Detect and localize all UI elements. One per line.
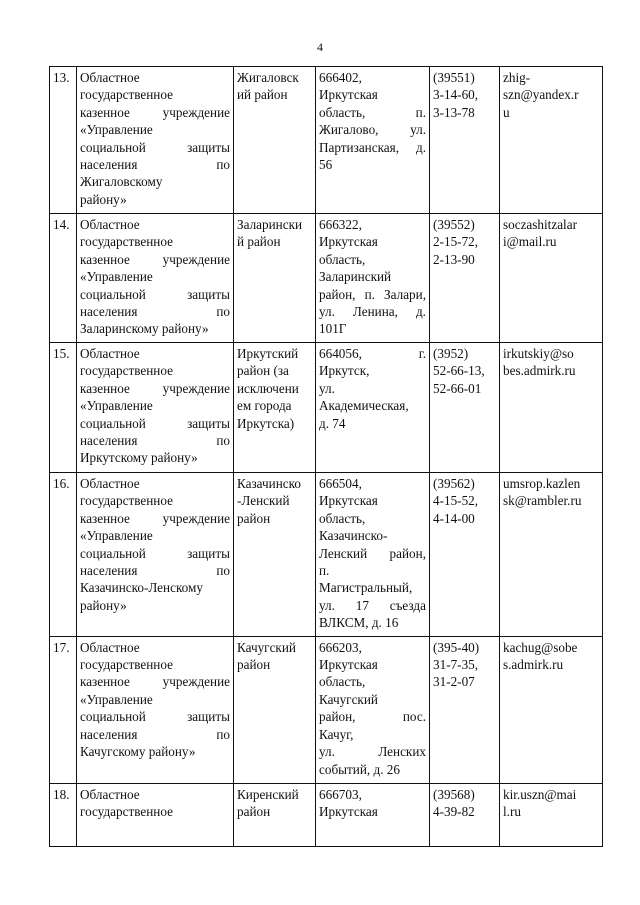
table-row xyxy=(50,214,603,343)
email-line: l.ru xyxy=(503,804,521,820)
district-line: Киренский xyxy=(237,786,299,802)
district-line: Жигаловск xyxy=(237,70,299,85)
institution-name-line: Областное xyxy=(80,217,140,232)
institution-name-cell xyxy=(77,67,234,214)
address-line: 666703, xyxy=(319,786,362,802)
address-cell xyxy=(316,636,430,783)
address-line: Иркутск, xyxy=(319,363,370,379)
phone-line: 3-13-78 xyxy=(433,104,475,120)
district-cell xyxy=(234,214,316,343)
institution-name-cell xyxy=(77,636,234,783)
table-row xyxy=(50,67,603,214)
phone-cell xyxy=(430,343,500,473)
phone-line: (39552) xyxy=(433,217,475,232)
institution-name-cell xyxy=(77,343,234,473)
institution-name-line: Областное xyxy=(80,639,140,655)
district-line: Заларински xyxy=(237,217,303,232)
email-line: u xyxy=(503,104,510,120)
phone-line: 2-15-72, xyxy=(433,234,479,250)
address-line: район, п. Залари, xyxy=(319,286,426,302)
institution-name-line: социальной защиты xyxy=(80,709,230,725)
address-line: Академическая, xyxy=(319,398,409,414)
address-line: Иркутская xyxy=(319,493,378,509)
institution-name-line: казенное учреждение xyxy=(80,251,230,267)
table-row xyxy=(50,636,603,783)
district-line: ем города xyxy=(237,398,292,414)
district-line: Качугский xyxy=(237,639,296,655)
address-line: Партизанская, д. xyxy=(319,139,426,155)
address-line: 664056, г. xyxy=(319,346,426,361)
institution-name-line: населения по xyxy=(80,157,230,173)
phone-line: 3-14-60, xyxy=(433,87,479,103)
phone-line: 52-66-01 xyxy=(433,380,482,396)
address-line: 101Г xyxy=(319,321,347,337)
district-cell xyxy=(234,783,316,846)
institution-name-cell xyxy=(77,783,234,846)
phone-cell xyxy=(430,636,500,783)
institution-name-line: населения по xyxy=(80,304,230,320)
institution-name-line: населения по xyxy=(80,563,230,579)
address-line: Жигалово, ул. xyxy=(319,122,426,138)
phone-cell xyxy=(430,214,500,343)
address-line: Магистральный, xyxy=(319,580,413,596)
institution-name-line: «Управление xyxy=(80,528,153,544)
institution-name-line: «Управление xyxy=(80,269,153,285)
institutions-table xyxy=(49,66,603,847)
institution-name-line: казенное учреждение xyxy=(80,674,230,690)
address-line: Казачинско- xyxy=(319,528,388,544)
address-line: Ленский район, xyxy=(319,545,426,561)
address-line: Иркутская xyxy=(319,234,378,250)
address-line: 666203, xyxy=(319,639,362,655)
district-line: -Ленский xyxy=(237,493,290,509)
institution-name-line: населения по xyxy=(80,433,230,449)
district-line: Иркутский xyxy=(237,346,299,361)
address-line: 666402, xyxy=(319,70,362,85)
address-cell xyxy=(316,783,430,846)
email-cell[interactable] xyxy=(500,214,603,343)
phone-line: 31-7-35, xyxy=(433,657,479,673)
district-cell xyxy=(234,636,316,783)
phone-line: 52-66-13, xyxy=(433,363,485,379)
email-line: szn@yandex.r xyxy=(503,87,579,103)
phone-line: (395-40) xyxy=(433,639,480,655)
institution-name-line: «Управление xyxy=(80,691,153,707)
phone-line: 4-15-52, xyxy=(433,493,479,509)
address-cell xyxy=(316,67,430,214)
email-line: sk@rambler.ru xyxy=(503,493,582,509)
address-line: Заларинский xyxy=(319,269,392,285)
institution-name-line: Областное xyxy=(80,70,140,85)
email-line: soczashitzalar xyxy=(503,217,577,232)
institution-name-line: Заларинскому району» xyxy=(80,321,209,337)
address-line: район, пос. xyxy=(319,709,426,725)
email-line: zhig- xyxy=(503,70,531,85)
institution-name-line: социальной защиты xyxy=(80,415,230,431)
email-line: umsrop.kazlen xyxy=(503,476,581,491)
district-line: район xyxy=(237,657,271,673)
address-line: Иркутская xyxy=(319,804,378,820)
institution-name-line: казенное учреждение xyxy=(80,510,230,526)
row-number: 17. xyxy=(50,636,77,783)
district-line: исключени xyxy=(237,380,299,396)
district-cell xyxy=(234,473,316,637)
institution-name-line: государственное xyxy=(80,234,173,250)
address-line: ВЛКСМ, д. 16 xyxy=(319,615,399,631)
email-line: s.admirk.ru xyxy=(503,657,564,673)
district-line: й район xyxy=(237,234,281,250)
address-line: ул. Ленина, д. xyxy=(319,304,426,320)
address-line: 666322, xyxy=(319,217,362,232)
row-number: 14. xyxy=(50,214,77,343)
address-line: событий, д. 26 xyxy=(319,761,400,777)
phone-line: 2-13-90 xyxy=(433,251,475,267)
institution-name-line: государственное xyxy=(80,363,173,379)
email-cell[interactable] xyxy=(500,67,603,214)
email-line: irkutskiy@so xyxy=(503,346,574,361)
row-number: 18. xyxy=(50,783,77,846)
address-line: Иркутская xyxy=(319,87,378,103)
phone-line: 4-14-00 xyxy=(433,510,475,526)
institution-name-line: Качугскому району» xyxy=(80,744,196,760)
institution-name-line: «Управление xyxy=(80,398,153,414)
institution-name-line: «Управление xyxy=(80,122,153,138)
table-row xyxy=(50,783,603,846)
district-line: Казачинско xyxy=(237,476,301,491)
institution-name-cell xyxy=(77,473,234,637)
address-line: Качугский xyxy=(319,691,378,707)
email-cell[interactable] xyxy=(500,473,603,637)
district-line: район xyxy=(237,510,271,526)
email-cell[interactable] xyxy=(500,783,603,846)
phone-line: (39551) xyxy=(433,70,475,85)
table-row xyxy=(50,473,603,637)
institution-name-line: району» xyxy=(80,191,127,207)
address-line: область, п. xyxy=(319,104,426,120)
institution-name-line: социальной защиты xyxy=(80,286,230,302)
phone-line: (3952) xyxy=(433,346,469,361)
email-cell[interactable] xyxy=(500,343,603,473)
email-line: i@mail.ru xyxy=(503,234,557,250)
phone-cell xyxy=(430,473,500,637)
phone-line: (39562) xyxy=(433,476,475,491)
institution-name-line: социальной защиты xyxy=(80,139,230,155)
row-number: 16. xyxy=(50,473,77,637)
district-line: район (за xyxy=(237,363,289,379)
phone-cell xyxy=(430,783,500,846)
address-line: д. 74 xyxy=(319,415,346,431)
institution-name-line: социальной защиты xyxy=(80,545,230,561)
row-number: 15. xyxy=(50,343,77,473)
district-line: Иркутска) xyxy=(237,415,295,431)
phone-cell xyxy=(430,67,500,214)
institution-name-line: Иркутскому району» xyxy=(80,450,198,466)
phone-line: (39568) xyxy=(433,786,475,802)
district-line: ий район xyxy=(237,87,288,103)
address-line: п. xyxy=(319,563,330,579)
email-line: bes.admirk.ru xyxy=(503,363,576,379)
page-number: 4 xyxy=(317,40,323,54)
institution-name-line: государственное xyxy=(80,87,173,103)
institution-name-line: населения по xyxy=(80,726,230,742)
row-number: 13. xyxy=(50,67,77,214)
institution-name-line: району» xyxy=(80,597,127,613)
email-cell[interactable] xyxy=(500,636,603,783)
address-cell xyxy=(316,473,430,637)
address-line: Качуг, xyxy=(319,726,354,742)
address-line: область, xyxy=(319,251,366,267)
district-cell xyxy=(234,343,316,473)
district-cell xyxy=(234,67,316,214)
address-line: область, xyxy=(319,510,366,526)
email-line: kachug@sobe xyxy=(503,639,578,655)
phone-line: 31-2-07 xyxy=(433,674,475,690)
institution-name-line: Казачинско-Ленскому xyxy=(80,580,203,596)
address-line: область, xyxy=(319,674,366,690)
institution-name-line: Областное xyxy=(80,346,140,361)
institution-name-line: казенное учреждение xyxy=(80,104,230,120)
address-line: ул. Ленских xyxy=(319,744,426,760)
address-line: ул. xyxy=(319,380,335,396)
table-body xyxy=(50,67,603,847)
address-line: ул. 17 съезда xyxy=(319,597,426,613)
institution-name-line: казенное учреждение xyxy=(80,380,230,396)
institution-name-line: Жигаловскому xyxy=(80,174,163,190)
institution-name-line: Областное xyxy=(80,476,140,491)
address-line: 666504, xyxy=(319,476,362,491)
address-line: 56 xyxy=(319,157,333,173)
address-cell xyxy=(316,214,430,343)
district-line: район xyxy=(237,804,271,820)
email-line: kir.uszn@mai xyxy=(503,786,577,802)
phone-line: 4-39-82 xyxy=(433,804,475,820)
institution-name-line: государственное xyxy=(80,804,173,820)
institution-name-line: Областное xyxy=(80,786,140,802)
address-cell xyxy=(316,343,430,473)
institution-name-line: государственное xyxy=(80,657,173,673)
institution-name-cell xyxy=(77,214,234,343)
address-line: Иркутская xyxy=(319,657,378,673)
table-row xyxy=(50,343,603,473)
institution-name-line: государственное xyxy=(80,493,173,509)
